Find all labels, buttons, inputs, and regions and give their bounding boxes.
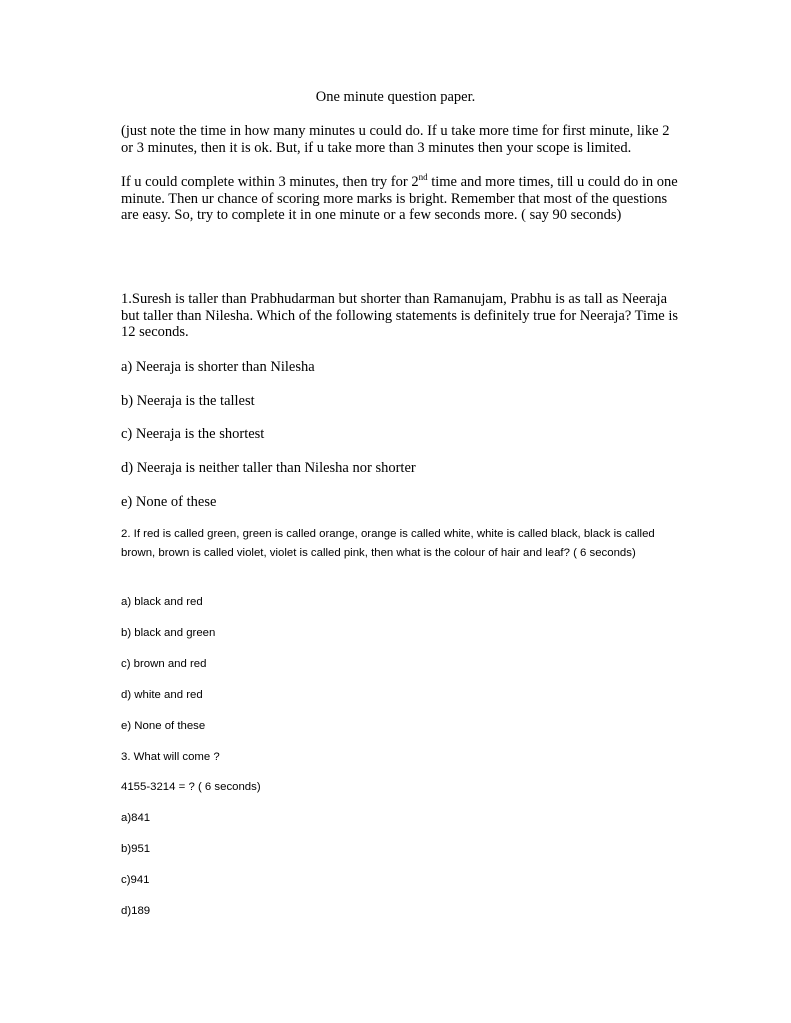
question-1-option-c: c) Neeraja is the shortest [121, 426, 265, 442]
question-1-option-a: a) Neeraja is shorter than Nilesha [121, 359, 315, 375]
question-3-expression: 4155-3214 = ? ( 6 seconds) [121, 781, 261, 793]
intro-paragraph-1: (just note the time in how many minutes u could do. If u take more time for first minute, like 2 or 3 minutes, then it is ok. But, if u take more than 3 minutes then your scope is limited. [121, 123, 670, 156]
question-1-text: 1.Suresh is taller than Prabhudarman but shorter than Ramanujam, Prabhu is as tall as Neeraja but taller than Nilesha. Which of the following statements is definitely true for Neeraja? Time is 12 seconds. [121, 291, 679, 340]
page-title: One minute question paper. [315, 89, 476, 105]
question-2-option-b: b) black and green [121, 627, 216, 639]
question-2-option-c: c) brown and red [121, 658, 207, 670]
intro-paragraph-2-start: If u could complete within 3 minutes, then try for 2 [121, 174, 419, 190]
question-3-option-d: d)189 [121, 905, 151, 917]
question-2-option-a: a) black and red [121, 596, 203, 608]
question-2-option-e: e) None of these [121, 720, 206, 732]
question-3-option-b: b)951 [121, 843, 151, 855]
question-1-option-b: b) Neeraja is the tallest [121, 393, 255, 409]
ordinal-superscript: nd [418, 172, 428, 182]
question-3-option-a: a)841 [121, 812, 151, 824]
question-3-option-c: c)941 [121, 874, 150, 886]
question-3-text: 3. What will come ? [121, 751, 220, 763]
question-1-option-e: e) None of these [121, 494, 217, 510]
intro-paragraph-2 [121, 174, 681, 224]
question-1-option-d: d) Neeraja is neither taller than Nilesha nor shorter [121, 460, 416, 476]
question-2-text: 2. If red is called green, green is called orange, orange is called white, white is called black, black is called brown, brown is called violet, violet is called pink, then what is the colour of hair and leaf? ( 6 seconds) [121, 528, 655, 559]
intro-paragraph-2-end: time and more times, till u could do in one minute. Then ur chance of scoring more marks is bright. Remember that most of the questions are easy. So, try to complete it in one minute or a few seconds more. ( say 90 seconds) [121, 174, 678, 223]
question-2-option-d: d) white and red [121, 689, 203, 701]
